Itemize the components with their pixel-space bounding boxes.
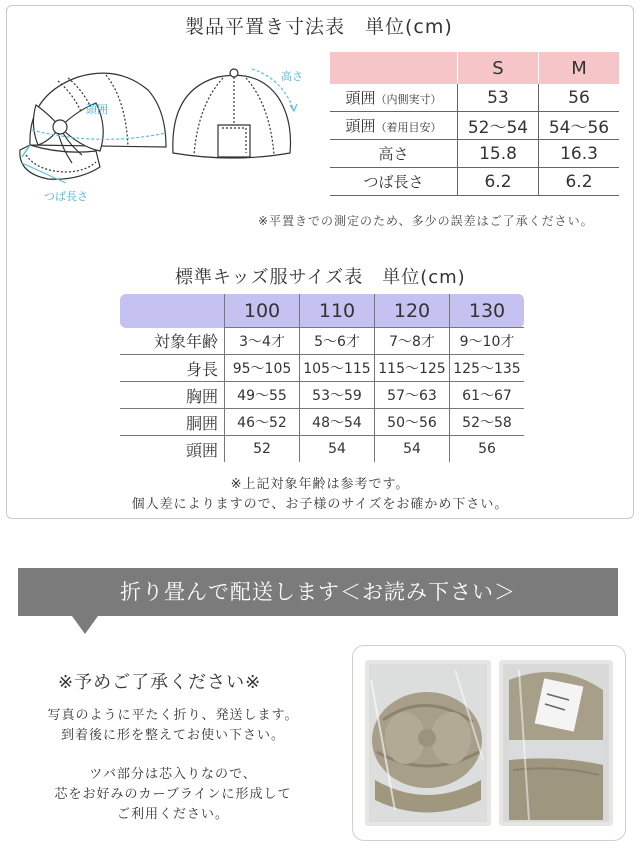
label-head: 頭囲 [86, 103, 108, 116]
banner-pointer [72, 616, 98, 634]
table-row [330, 112, 619, 140]
product-size-table [330, 52, 619, 196]
header-size-s: S [458, 52, 539, 84]
table-cell: 54〜56 [539, 112, 620, 140]
table-cell: 54 [300, 436, 375, 463]
table-row [120, 409, 524, 436]
header-size: 110 [300, 294, 375, 328]
row-label: 身長 [120, 355, 225, 382]
table-cell: 57〜63 [375, 382, 450, 409]
table-row [330, 84, 619, 112]
kids-note-line2: 個人差によりますので、お子様のサイズをお確かめ下さい。 [131, 497, 509, 512]
header-size: 130 [450, 294, 525, 328]
table-header-row [330, 52, 619, 84]
notice-paragraph: ツバ部分は芯入りなので、 芯をお好みのカーブラインに形成して ご利用ください。 [54, 767, 292, 822]
table-cell: 56 [450, 436, 525, 463]
folded-hat-photo-front [365, 660, 491, 826]
kids-chart-title: 標準キッズ服サイズ表 単位(cm) [175, 267, 466, 288]
table-row [120, 436, 524, 463]
table-cell: 7〜8才 [375, 328, 450, 355]
row-label: 頭囲（内側実寸） [330, 84, 458, 112]
table-cell: 6.2 [458, 168, 539, 196]
table-cell: 53〜59 [300, 382, 375, 409]
label-brim: つば長さ [44, 190, 88, 203]
table-row [330, 168, 619, 196]
table-cell: 6.2 [539, 168, 620, 196]
header-size: 120 [375, 294, 450, 328]
table-cell: 53 [458, 84, 539, 112]
measurement-note: ※平置きでの測定のため、多少の誤差はご了承ください。 [258, 214, 594, 228]
header-size-m: M [539, 52, 620, 84]
table-cell: 3〜4才 [225, 328, 300, 355]
folded-hat-photos [352, 645, 626, 841]
hat-back-view [173, 69, 291, 158]
row-label: 頭囲 [185, 440, 218, 460]
table-cell: 52〜58 [450, 409, 525, 436]
table-cell: 56 [539, 84, 620, 112]
row-label: 胴囲 [120, 409, 225, 436]
header-size: 100 [225, 294, 300, 328]
kids-size-table [120, 294, 524, 462]
table-cell: 49〜55 [225, 382, 300, 409]
row-label: 胸囲 [120, 382, 225, 409]
kids-chart-note [0, 475, 640, 515]
row-label: 頭囲（着用目安） [330, 112, 458, 140]
shipping-banner: 折り畳んで配送します＜お読み下さい＞ [18, 568, 618, 616]
size-chart-title: 製品平置き寸法表 単位(cm) [185, 16, 453, 38]
row-label: 対象年齢 [120, 328, 225, 355]
kids-note-line1: ※上記対象年齢は参考です。 [230, 477, 410, 492]
row-label: 高さ [330, 140, 458, 168]
table-cell: 9〜10才 [450, 328, 525, 355]
table-cell: 15.8 [458, 140, 539, 168]
header-corner [120, 294, 225, 328]
table-cell: 52 [225, 436, 300, 463]
notice-body [18, 706, 328, 844]
table-cell: 16.3 [539, 140, 620, 168]
table-cell: 52〜54 [458, 112, 539, 140]
folded-hat-photo-back [499, 660, 613, 826]
table-row [330, 140, 619, 168]
row-label: つば長さ [330, 168, 458, 196]
table-cell: 5〜6才 [300, 328, 375, 355]
notice-paragraph: 写真のように平たく折り、発送します。 到着後に形を整えてお使い下さい。 [47, 708, 299, 743]
hat-side-view [20, 73, 166, 179]
table-cell: 105〜115 [300, 355, 375, 382]
hat-diagram [8, 55, 318, 205]
table-cell: 54 [375, 436, 450, 463]
table-cell: 50〜56 [375, 409, 450, 436]
table-cell: 125〜135 [450, 355, 525, 382]
table-header-row [120, 294, 524, 328]
table-row [120, 355, 524, 382]
label-height: 高さ [281, 70, 303, 83]
table-cell: 48〜54 [300, 409, 375, 436]
table-cell: 46〜52 [225, 409, 300, 436]
table-cell: 95〜105 [225, 355, 300, 382]
table-cell: 61〜67 [450, 382, 525, 409]
table-row [120, 328, 524, 355]
table-cell: 115〜125 [375, 355, 450, 382]
header-corner [330, 52, 458, 84]
table-row [120, 382, 524, 409]
notice-title: ※予めご了承ください※ [58, 672, 262, 693]
